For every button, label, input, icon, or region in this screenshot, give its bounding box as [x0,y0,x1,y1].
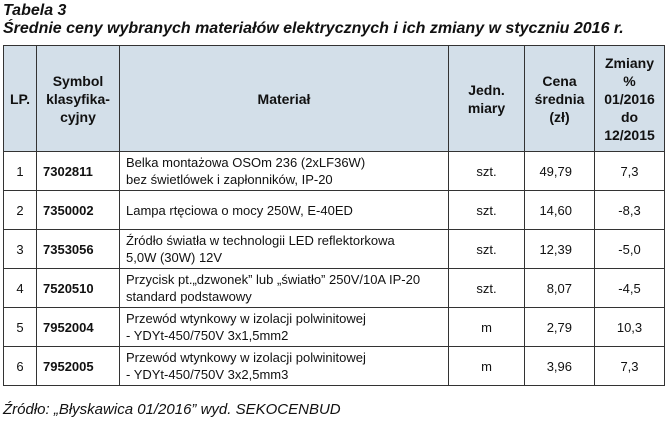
table-row [4,269,665,308]
header-symbol-line: klasyfika- [46,90,110,107]
header-change-line: Zmiany [604,54,654,71]
header-price [525,46,595,152]
cell-symbol: 7302811 [37,152,120,191]
cell-material [120,191,449,230]
material-line: Przewód wtynkowy w izolacji polwinitowej [126,311,366,326]
cell-change: -5,0 [595,230,665,269]
cell-change: -4,5 [595,269,665,308]
header-symbol-line: cyjny [60,108,96,125]
header-unit-line: Jedn. [468,81,505,98]
cell-material [120,269,449,308]
material-line: Lampa rtęciowa o mocy 250W, E-40ED [126,202,353,218]
material-line: 5,0W (30W) 12V [126,250,223,265]
header-lp: LP. [4,46,37,152]
cell-material [120,308,449,347]
cell-unit: m [449,347,525,386]
cell-change: 7,3 [595,152,665,191]
header-unit [449,46,525,152]
header-price-line: (zł) [549,108,570,125]
material-line: - YDYt-450/750V 3x2,5mm3 [126,367,289,382]
material-line: - YDYt-450/750V 3x1,5mm2 [126,328,289,343]
cell-lp: 1 [4,152,37,191]
cell-price: 2,79 [525,308,595,347]
cell-price: 14,60 [525,191,595,230]
cell-price: 8,07 [525,269,595,308]
cell-unit: szt. [449,230,525,269]
material-line: Źródło światła w technologii LED reflektorkowa [126,233,395,248]
cell-lp: 2 [4,191,37,230]
cell-symbol: 7952005 [37,347,120,386]
cell-lp: 6 [4,347,37,386]
table-row [4,308,665,347]
cell-unit: szt. [449,191,525,230]
material-line: bez świetlówek i zapłonników, IP-20 [126,172,333,187]
header-unit-line: miary [467,99,506,116]
material-line: Przewód wtynkowy w izolacji polwinitowej [126,350,366,365]
header-change-line: 01/2016 [604,90,655,107]
header-symbol [37,46,120,152]
cell-change: 10,3 [595,308,665,347]
cell-material [120,347,449,386]
header-change-line: 12/2015 [604,126,655,143]
table-header-row [4,46,665,152]
header-price-line: Cena [542,72,577,89]
table-title: Średnie ceny wybranych materiałów elektrycznych i ich zmiany w styczniu 2016 r. [3,20,624,37]
cell-change: 7,3 [595,347,665,386]
table-row [4,152,665,191]
header-change [595,46,665,152]
cell-symbol: 7353056 [37,230,120,269]
cell-lp: 4 [4,269,37,308]
cell-unit: szt. [449,269,525,308]
table-label: Tabela 3 [3,2,67,19]
cell-lp: 3 [4,230,37,269]
material-line: Przycisk pt.„dzwonek” lub „światło” 250V/10A IP-20 [126,272,421,287]
table-row [4,347,665,386]
cell-price: 3,96 [525,347,595,386]
cell-price: 12,39 [525,230,595,269]
header-price-line: średnia [534,90,585,107]
material-line: Belka montażowa OSOm 236 (2xLF36W) [126,155,366,170]
cell-lp: 5 [4,308,37,347]
cell-material [120,152,449,191]
header-symbol-line: Symbol [52,72,104,89]
header-change-line: do [620,108,639,125]
price-table [3,45,665,386]
table-row [4,191,665,230]
source-note: Źródło: „Błyskawica 01/2016” wyd. SEKOCENBUD [3,401,341,418]
cell-unit: m [449,308,525,347]
header-change-line: % [623,72,636,89]
table-row [4,230,665,269]
cell-unit: szt. [449,152,525,191]
header-material: Materiał [120,46,449,152]
material-line: standard podstawowy [126,289,252,304]
cell-symbol: 7952004 [37,308,120,347]
cell-symbol: 7350002 [37,191,120,230]
cell-change: -8,3 [595,191,665,230]
cell-price: 49,79 [525,152,595,191]
cell-symbol: 7520510 [37,269,120,308]
cell-material [120,230,449,269]
